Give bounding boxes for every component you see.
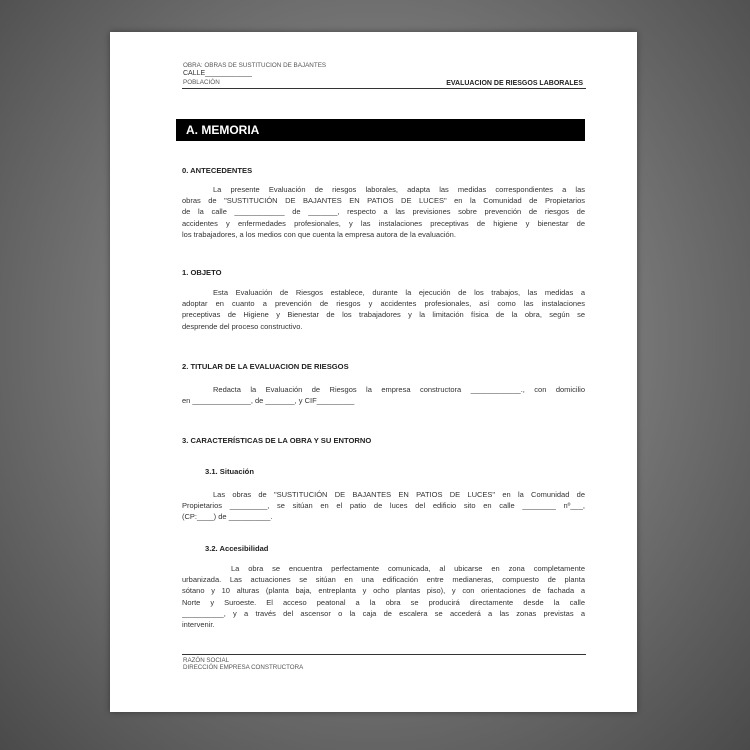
text-line: Esta Evaluación de Riesgos establece, durante la ejecución de los trabajos, las medidas a — [213, 288, 585, 297]
text-line: accidentes y enfermedades profesionales, y las instalaciones preceptivas de higiene y bienestar de — [182, 218, 585, 228]
text-line: __________, y a través del ascensor o la caja de escalera se accederá a las zonas previstas a — [182, 608, 585, 618]
text-line: en ______________, de _______, y CIF_________ — [182, 396, 355, 406]
text-line: Propietarios _________, se sitúan en el patio de luces del edificio sito en calle ________ nº___, — [182, 501, 585, 511]
header-title: EVALUACION DE RIESGOS LABORALES — [446, 80, 583, 87]
text-line: urbanizada. Las actuaciones se sitúan en una edificación entre medianeras, compuesto de planta — [182, 575, 585, 585]
text-line: desprende del proceso constructivo. — [182, 321, 303, 331]
paragraph-objeto — [182, 287, 585, 332]
heading-caracteristicas: 3. CARACTERÍSTICAS DE LA OBRA Y SU ENTORNO — [182, 436, 372, 445]
paragraph-accesibilidad — [182, 563, 585, 630]
footer-razon-social: RAZÓN SOCIAL — [183, 657, 230, 664]
text-line: preceptivas de Higiene y Bienestar de los trabajadores y la limitación física de la obra, según se — [182, 310, 585, 320]
footer-direccion: DIRECCIÓN EMPRESA CONSTRUCTORA — [183, 664, 304, 671]
paragraph-antecedentes — [182, 184, 585, 240]
header-rule — [182, 88, 586, 89]
paragraph-situacion — [182, 489, 585, 523]
text-line: Norte y Suroeste. El acceso peatonal a la obra se producirá directamente desde la calle — [182, 597, 585, 607]
footer-rule — [182, 654, 586, 655]
header-poblacion: POBLACIÓN — [183, 79, 220, 86]
heading-objeto: 1. OBJETO — [182, 268, 222, 277]
document-page — [110, 32, 637, 712]
text-line: los trabajadores, a los medios con que cuenta la empresa autora de la evaluación. — [182, 229, 456, 239]
text-line: Las obras de "SUSTITUCIÓN DE BAJANTES EN PATIOS DE LUCES" en la Comunidad de — [213, 490, 585, 499]
heading-antecedentes: 0. ANTECEDENTES — [182, 166, 253, 175]
text-line: obras de "SUSTITUCIÓN DE BAJANTES EN PATIOS DE LUCES" en la Comunidad de Propietarios — [182, 196, 585, 206]
paragraph-titular — [182, 384, 585, 406]
text-line: de la calle ____________ de _______, respecto a las previsiones sobre prevención de riesgos de — [182, 207, 585, 217]
heading-titular: 2. TITULAR DE LA EVALUACION DE RIESGOS — [182, 362, 349, 371]
header-obra: OBRA: OBRAS DE SUSTITUCION DE BAJANTES — [183, 62, 327, 69]
text-line: sótano y 10 alturas (planta baja, entreplanta y ocho plantas piso), y con orientaciones de fachada a — [182, 586, 585, 596]
text-line: adoptar en cuanto a prevención de riesgos y accidentes profesionales, así como las instalaciones — [182, 299, 585, 309]
heading-accesibilidad: 3.2. Accesibilidad — [205, 544, 269, 553]
heading-situacion: 3.1. Situación — [205, 467, 254, 476]
text-line: La obra se encuentra perfectamente comunicada, al ubicarse en zona completamente — [231, 564, 585, 573]
text-line: Redacta la Evaluación de Riesgos la empresa constructora ____________., con domicilio — [213, 385, 585, 394]
header-calle: CALLE____________ — [183, 70, 252, 77]
text-line: La presente Evaluación de riesgos laborales, adapta las medidas correspondientes a las — [213, 185, 585, 194]
section-banner: A. MEMORIA — [176, 119, 585, 141]
text-line: intervenir. — [182, 620, 215, 630]
text-line: (CP:____) de __________. — [182, 512, 273, 522]
